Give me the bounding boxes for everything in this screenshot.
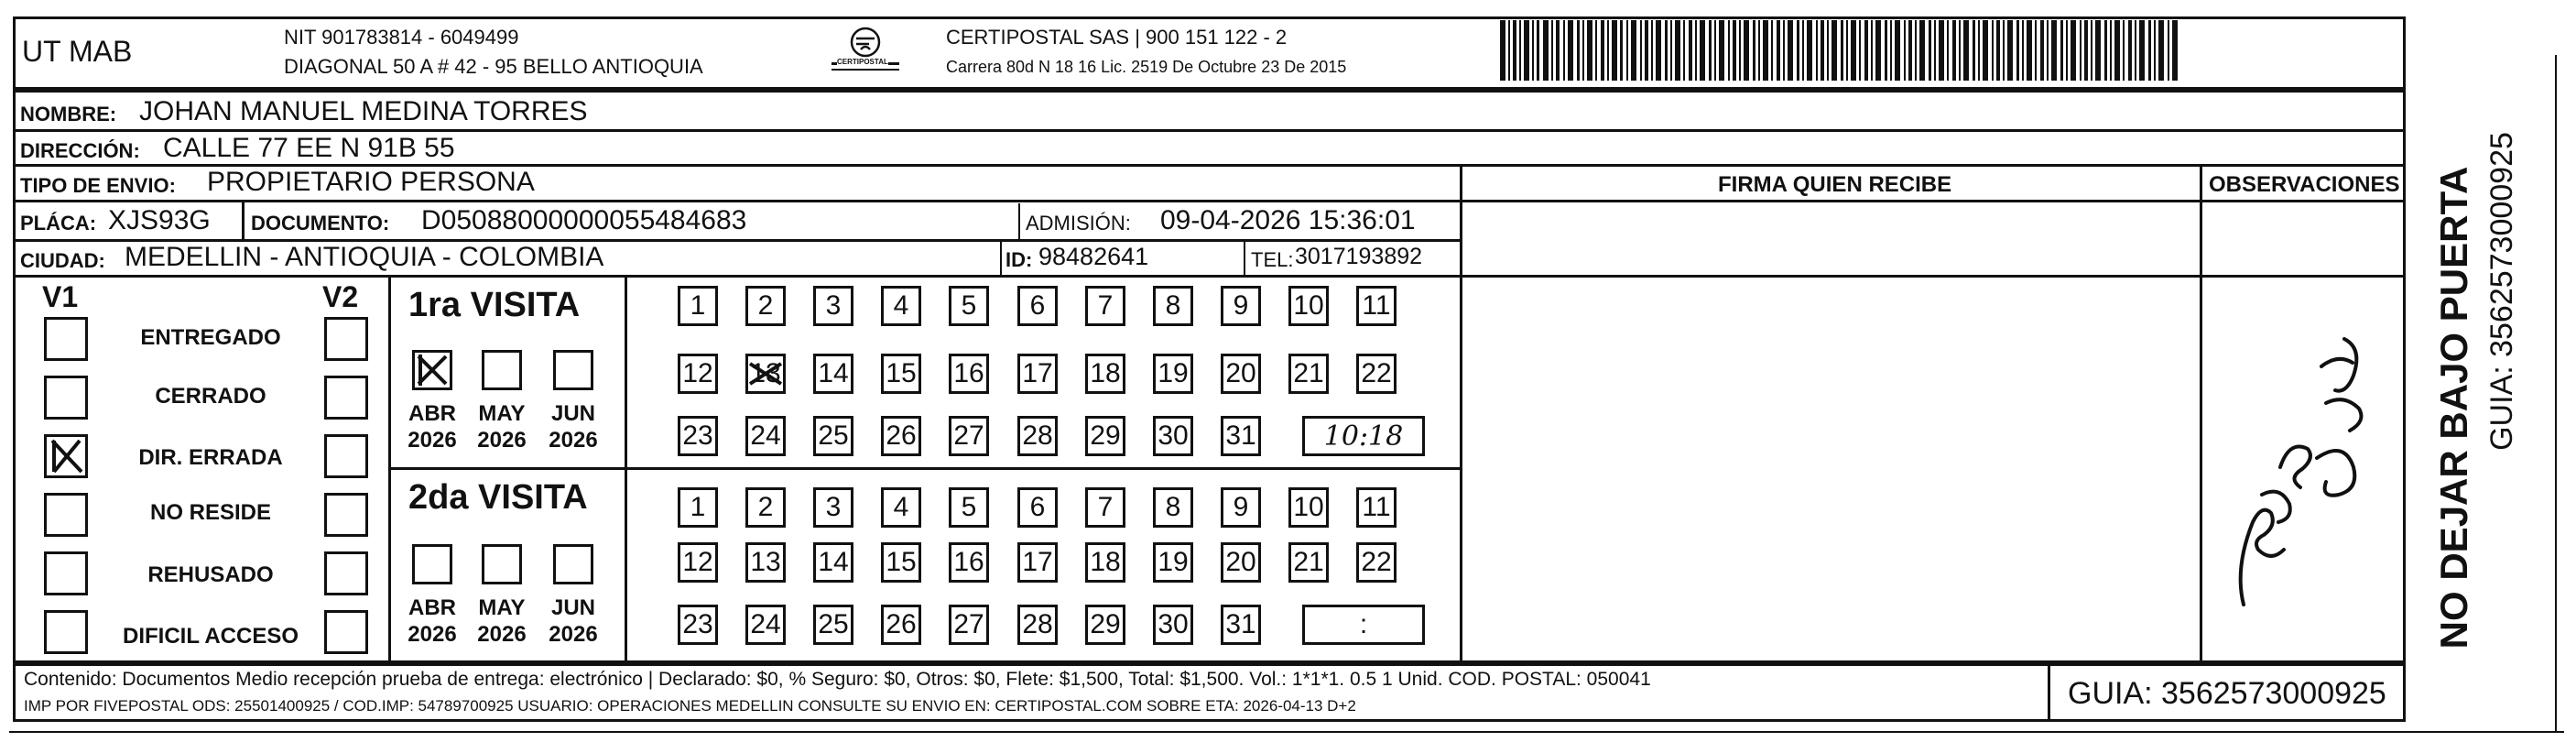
visit2-day[interactable]: 8 bbox=[1153, 487, 1193, 528]
visit2-day[interactable]: 21 bbox=[1288, 542, 1329, 583]
visit2-jun-label: JUN 2026 bbox=[549, 595, 598, 647]
status-label-entregado: ENTREGADO bbox=[140, 325, 281, 350]
status-label-dificil-acceso: DIFICIL ACCESO bbox=[122, 624, 299, 649]
visit1-day[interactable]: 26 bbox=[881, 416, 921, 456]
visit1-day[interactable]: 14 bbox=[813, 354, 853, 394]
visit2-day[interactable]: 24 bbox=[745, 605, 786, 645]
ciudad-label: CIUDAD: bbox=[20, 249, 105, 272]
visit1-day[interactable]: 2 bbox=[745, 286, 786, 326]
v1-checkbox-rehusado[interactable] bbox=[44, 551, 88, 595]
id-value: 98482641 bbox=[1038, 243, 1149, 270]
visit2-month-abr[interactable] bbox=[412, 544, 452, 584]
sender-nit: NIT 901783814 - 6049499 bbox=[284, 26, 519, 49]
visit2-day[interactable]: 1 bbox=[678, 487, 718, 528]
visit1-day[interactable]: 23 bbox=[678, 416, 718, 456]
row-line bbox=[13, 200, 1460, 202]
visit1-day[interactable]: 7 bbox=[1085, 286, 1125, 326]
id-label: ID: bbox=[1005, 248, 1033, 271]
handwritten-signature bbox=[2216, 311, 2390, 623]
visit2-may-label: MAY 2026 bbox=[477, 595, 527, 647]
visit1-day[interactable]: 12 bbox=[678, 354, 718, 394]
visit1-day[interactable]: 10 bbox=[1288, 286, 1329, 326]
visit1-day[interactable]: 4 bbox=[881, 286, 921, 326]
visit2-month-jun[interactable] bbox=[553, 544, 593, 584]
visit1-day[interactable]: 18 bbox=[1085, 354, 1125, 394]
visit1-day[interactable]: 1 bbox=[678, 286, 718, 326]
visit2-day[interactable]: 3 bbox=[813, 487, 853, 528]
tipo-value: PROPIETARIO PERSONA bbox=[207, 167, 535, 197]
row-line bbox=[13, 275, 2406, 278]
certipostal-logo bbox=[824, 26, 907, 77]
visit1-month-abr[interactable] bbox=[412, 350, 452, 390]
sender-name: UT MAB bbox=[22, 35, 133, 68]
visit-divider bbox=[388, 467, 1460, 470]
firma-left-border bbox=[1460, 164, 1462, 663]
visit2-day[interactable]: 26 bbox=[881, 605, 921, 645]
footer-guia: GUIA: 3562573000925 bbox=[2068, 676, 2386, 711]
visit1-day[interactable]: 5 bbox=[949, 286, 989, 326]
v1-checkbox-dir-errada[interactable] bbox=[44, 434, 88, 478]
nombre-value: JOHAN MANUEL MEDINA TORRES bbox=[139, 96, 588, 126]
obs-left-border bbox=[2200, 164, 2202, 663]
visit-months-border bbox=[625, 275, 627, 663]
visit1-day[interactable]: 27 bbox=[949, 416, 989, 456]
visit2-day[interactable]: 6 bbox=[1017, 487, 1058, 528]
visit1-day[interactable]: 31 bbox=[1221, 416, 1261, 456]
logo-text: CERTIPOSTAL bbox=[837, 58, 888, 66]
cell-divider bbox=[1000, 239, 1002, 275]
admision-value: 09-04-2026 15:36:01 bbox=[1160, 205, 1416, 235]
side-guia: GUIA: 3562573000925 bbox=[2484, 132, 2519, 451]
visit2-day[interactable]: 18 bbox=[1085, 542, 1125, 583]
status-label-dir-errada: DIR. ERRADA bbox=[138, 445, 283, 470]
visit2-day[interactable]: 16 bbox=[949, 542, 989, 583]
visit2-day[interactable]: 15 bbox=[881, 542, 921, 583]
visit2-day[interactable]: 27 bbox=[949, 605, 989, 645]
visit1-title: 1ra VISITA bbox=[408, 286, 581, 324]
nombre-label: NOMBRE: bbox=[20, 103, 117, 125]
placa-label: PLÁCA: bbox=[20, 212, 97, 235]
cell-divider bbox=[1244, 239, 1245, 275]
v2-checkbox-entregado[interactable] bbox=[324, 317, 368, 361]
status-label-no-reside: NO RESIDE bbox=[149, 500, 272, 525]
checkmark-x-icon bbox=[47, 437, 85, 475]
checkmark-x-icon bbox=[748, 356, 783, 391]
visit2-abr-label: ABR 2026 bbox=[408, 595, 457, 647]
visit2-day[interactable]: 7 bbox=[1085, 487, 1125, 528]
v2-checkbox-dir-errada[interactable] bbox=[324, 434, 368, 478]
direccion-label: DIRECCIÓN: bbox=[20, 139, 140, 162]
visit1-day-label: 13 bbox=[750, 358, 781, 388]
firma-header-line bbox=[1460, 200, 2406, 202]
visit1-day[interactable]: 22 bbox=[1356, 354, 1397, 394]
visit1-abr-label: ABR 2026 bbox=[408, 401, 457, 453]
visit1-month-jun[interactable] bbox=[553, 350, 593, 390]
observaciones-label: OBSERVACIONES bbox=[2209, 172, 2400, 197]
tel-value: 3017193892 bbox=[1295, 244, 1423, 269]
visit1-day[interactable]: 25 bbox=[813, 416, 853, 456]
visit2-day[interactable]: 13 bbox=[745, 542, 786, 583]
v2-label: V2 bbox=[322, 280, 359, 313]
barcode bbox=[1500, 20, 2178, 81]
visit2-day[interactable]: 30 bbox=[1153, 605, 1193, 645]
side-warning: NO DEJAR BAJO PUERTA bbox=[2432, 166, 2475, 649]
carrier-name: CERTIPOSTAL SAS | 900 151 122 - 2 bbox=[946, 26, 1288, 49]
footer-imp: IMP POR FIVEPOSTAL ODS: 25501400925 / COD.IMP: 54789700925 USUARIO: OPERACIONES MEDELLIN CONSULTE SU ENVIO EN: CERTIPOSTAL.COM SOBRE ETA: 2026-04-13 D+2 bbox=[24, 697, 1356, 715]
visit1-day[interactable]: 16 bbox=[949, 354, 989, 394]
carrier-license: Carrera 80d N 18 16 Lic. 2519 De Octubre 23 De 2015 bbox=[946, 58, 1347, 76]
visit1-may-label: MAY 2026 bbox=[477, 401, 527, 453]
page-bottom-rule bbox=[9, 731, 2564, 733]
visit1-day[interactable]: 9 bbox=[1221, 286, 1261, 326]
status-label-cerrado: CERRADO bbox=[155, 384, 266, 409]
visit1-month-may[interactable] bbox=[482, 350, 522, 390]
visit2-day[interactable]: 19 bbox=[1153, 542, 1193, 583]
ciudad-value: MEDELLIN - ANTIOQUIA - COLOMBIA bbox=[125, 242, 604, 272]
visit2-day[interactable]: 23 bbox=[678, 605, 718, 645]
v1-checkbox-cerrado[interactable] bbox=[44, 376, 88, 420]
tel-label: TEL: bbox=[1251, 248, 1294, 271]
documento-value: D05088000000055484683 bbox=[421, 205, 747, 235]
visit1-jun-label: JUN 2026 bbox=[549, 401, 598, 453]
cell-divider bbox=[242, 200, 245, 239]
visit2-day[interactable]: 2 bbox=[745, 487, 786, 528]
admision-label: ADMISIÓN: bbox=[1026, 212, 1131, 235]
visit1-day[interactable]: 6 bbox=[1017, 286, 1058, 326]
v2-checkbox-dificil-acceso[interactable] bbox=[324, 610, 368, 654]
documento-label: DOCUMENTO: bbox=[251, 212, 390, 235]
visit2-time[interactable]: : bbox=[1302, 605, 1425, 645]
v2-checkbox-rehusado[interactable] bbox=[324, 551, 368, 595]
status-label-rehusado: REHUSADO bbox=[147, 562, 274, 587]
v2-checkbox-no-reside[interactable] bbox=[324, 493, 368, 537]
visit2-day[interactable]: 25 bbox=[813, 605, 853, 645]
visit2-day[interactable]: 9 bbox=[1221, 487, 1261, 528]
visit1-day[interactable]: 28 bbox=[1017, 416, 1058, 456]
visit1-day[interactable]: 3 bbox=[813, 286, 853, 326]
v1-checkbox-entregado[interactable] bbox=[44, 317, 88, 361]
visit1-day-crossed[interactable] bbox=[745, 354, 786, 394]
visit2-day[interactable]: 4 bbox=[881, 487, 921, 528]
visit2-day[interactable]: 11 bbox=[1356, 487, 1397, 528]
v1-label: V1 bbox=[42, 280, 79, 313]
visit1-time[interactable]: 10:18 bbox=[1302, 416, 1425, 456]
visit1-day[interactable]: 19 bbox=[1153, 354, 1193, 394]
visit1-day[interactable]: 30 bbox=[1153, 416, 1193, 456]
visit2-day[interactable]: 10 bbox=[1288, 487, 1329, 528]
visit1-day[interactable]: 21 bbox=[1288, 354, 1329, 394]
visit1-day[interactable]: 24 bbox=[745, 416, 786, 456]
direccion-value: CALLE 77 EE N 91B 55 bbox=[163, 133, 455, 163]
visit2-day[interactable]: 5 bbox=[949, 487, 989, 528]
cell-divider bbox=[1018, 203, 1020, 239]
visit2-day[interactable]: 28 bbox=[1017, 605, 1058, 645]
visit2-day[interactable]: 20 bbox=[1221, 542, 1261, 583]
sender-address: DIAGONAL 50 A # 42 - 95 BELLO ANTIOQUIA bbox=[284, 55, 703, 78]
visit2-day[interactable]: 12 bbox=[678, 542, 718, 583]
v1-checkbox-dificil-acceso[interactable] bbox=[44, 610, 88, 654]
visit2-title: 2da VISITA bbox=[408, 478, 588, 517]
visit2-day[interactable]: 29 bbox=[1085, 605, 1125, 645]
visit2-day[interactable]: 14 bbox=[813, 542, 853, 583]
visit1-day[interactable]: 17 bbox=[1017, 354, 1058, 394]
visit1-day[interactable]: 11 bbox=[1356, 286, 1397, 326]
visit1-day[interactable]: 29 bbox=[1085, 416, 1125, 456]
visit2-month-may[interactable] bbox=[482, 544, 522, 584]
visit1-day[interactable]: 8 bbox=[1153, 286, 1193, 326]
tipo-label: TIPO DE ENVIO: bbox=[20, 174, 176, 197]
checkmark-x-icon bbox=[415, 353, 450, 387]
v2-checkbox-cerrado[interactable] bbox=[324, 376, 368, 420]
visit2-day[interactable]: 31 bbox=[1221, 605, 1261, 645]
page-right-rule bbox=[2555, 55, 2557, 733]
placa-value: XJS93G bbox=[108, 205, 211, 235]
v1-checkbox-no-reside[interactable] bbox=[44, 493, 88, 537]
visit2-day[interactable]: 22 bbox=[1356, 542, 1397, 583]
footer-contenido: Contenido: Documentos Medio recepción prueba de entrega: electrónico | Declarado: $0, % Seguro: $0, Otros: $0, Flete: $1,500, Total: $1,500. Vol.: 1*1*1. 0.5 1 Unid. COD. POSTAL: 050041 bbox=[24, 669, 1651, 690]
visit1-day[interactable]: 20 bbox=[1221, 354, 1261, 394]
footer-divider bbox=[2048, 663, 2050, 722]
visit1-day[interactable]: 15 bbox=[881, 354, 921, 394]
firma-label: FIRMA QUIEN RECIBE bbox=[1718, 172, 1952, 197]
visit2-day[interactable]: 17 bbox=[1017, 542, 1058, 583]
